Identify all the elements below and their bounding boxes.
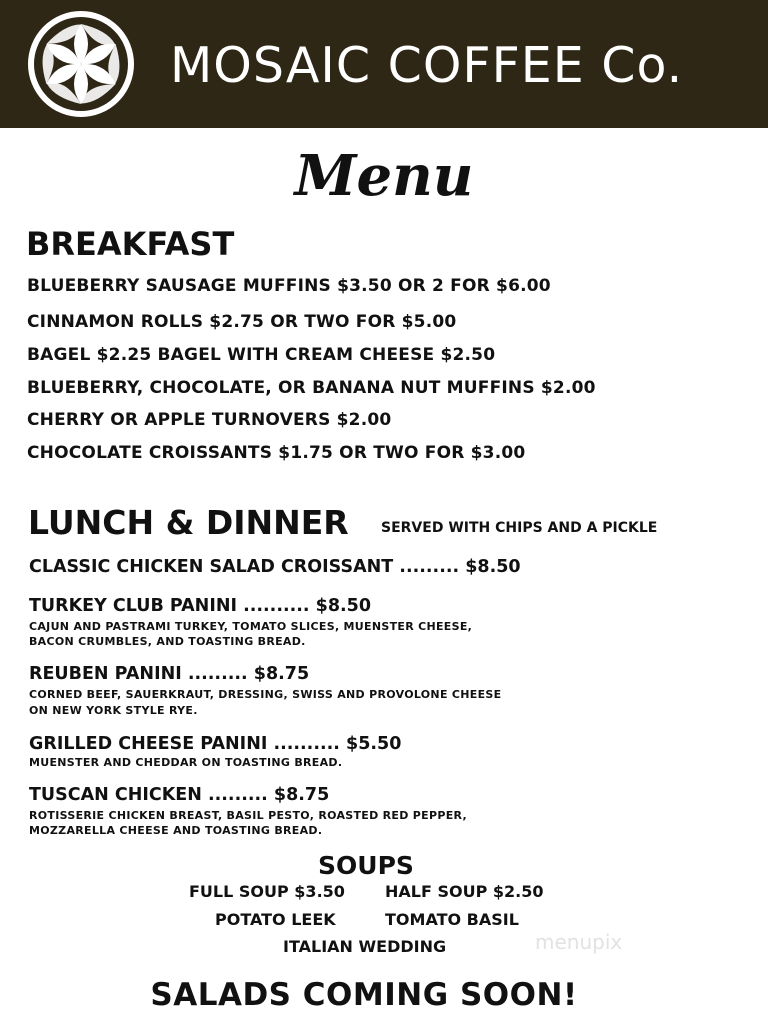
breakfast-heading: BREAKFAST xyxy=(26,225,235,263)
lunch-note: SERVED WITH CHIPS AND A PICKLE xyxy=(381,520,658,536)
dish-description: MUENSTER AND CHEDDAR ON TOASTING BREAD. xyxy=(29,756,343,769)
dish-title: TURKEY CLUB PANINI .......... $8.50 xyxy=(29,596,372,616)
breakfast-item: BAGEL $2.25 BAGEL WITH CREAM CHEESE $2.50 xyxy=(27,345,496,365)
header-banner xyxy=(0,0,768,128)
lunch-heading: LUNCH & DINNER xyxy=(28,503,349,542)
soup-option: POTATO LEEK xyxy=(215,910,336,929)
breakfast-item: CINNAMON ROLLS $2.75 OR TWO FOR $5.00 xyxy=(27,312,457,332)
breakfast-item: BLUEBERRY, CHOCOLATE, OR BANANA NUT MUFFINS $2.00 xyxy=(27,378,596,398)
dish-title: REUBEN PANINI ......... $8.75 xyxy=(29,664,310,684)
brand-name: MOSAIC COFFEE Co. xyxy=(170,37,684,94)
footer-announcement: SALADS COMING SOON! xyxy=(150,977,578,1013)
watermark: menupix xyxy=(535,930,623,954)
breakfast-item: BLUEBERRY SAUSAGE MUFFINS $3.50 OR 2 FOR $6.00 xyxy=(27,276,551,296)
dish-description: MOZZARELLA CHEESE AND TOASTING BREAD. xyxy=(29,824,323,837)
dish-title: GRILLED CHEESE PANINI .......... $5.50 xyxy=(29,734,402,754)
dish-description: ON NEW YORK STYLE RYE. xyxy=(29,704,198,717)
breakfast-item: CHOCOLATE CROISSANTS $1.75 OR TWO FOR $3.00 xyxy=(27,443,526,463)
dish-description: CAJUN AND PASTRAMI TURKEY, TOMATO SLICES, MUENSTER CHEESE, xyxy=(29,620,473,633)
soup-full-price: FULL SOUP $3.50 xyxy=(189,882,345,901)
dish-description: BACON CRUMBLES, AND TOASTING BREAD. xyxy=(29,635,306,648)
dish-title: CLASSIC CHICKEN SALAD CROISSANT ......... $8.50 xyxy=(29,557,521,577)
dish-description: CORNED BEEF, SAUERKRAUT, DRESSING, SWISS AND PROVOLONE CHEESE xyxy=(29,688,502,701)
soup-option: ITALIAN WEDDING xyxy=(283,937,447,956)
breakfast-item: CHERRY OR APPLE TURNOVERS $2.00 xyxy=(27,410,392,430)
flower-of-life-icon xyxy=(27,10,135,118)
menu-title: Menu xyxy=(294,143,474,209)
dish-title: TUSCAN CHICKEN ......... $8.75 xyxy=(29,785,330,805)
soup-half-price: HALF SOUP $2.50 xyxy=(385,882,544,901)
dish-description: ROTISSERIE CHICKEN BREAST, BASIL PESTO, ROASTED RED PEPPER, xyxy=(29,809,467,822)
soup-option: TOMATO BASIL xyxy=(385,910,519,929)
soups-heading: SOUPS xyxy=(318,851,414,880)
